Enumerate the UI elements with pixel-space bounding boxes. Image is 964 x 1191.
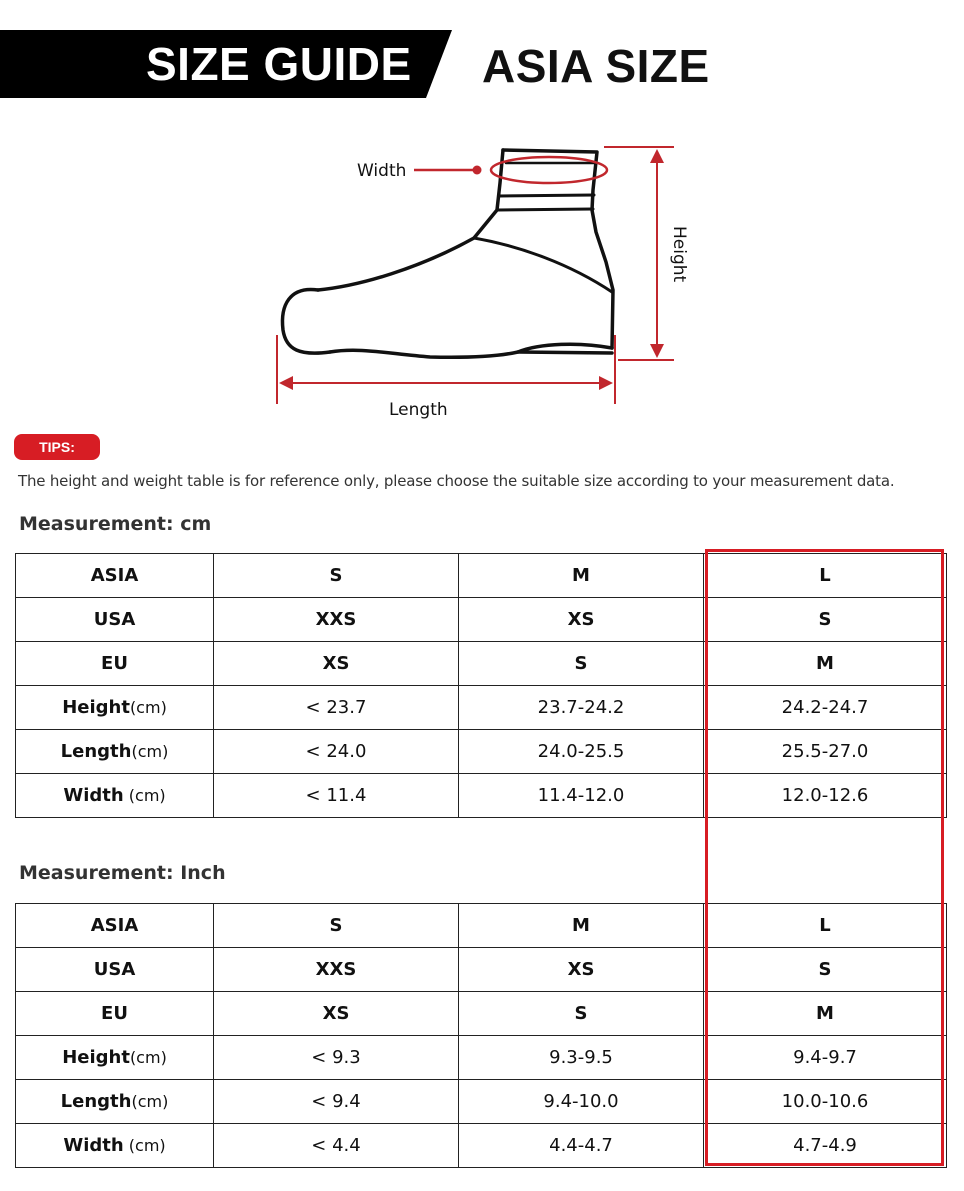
row-label: USA (93, 609, 136, 630)
row-unit: (cm) (129, 698, 167, 717)
length-arrow-left (279, 376, 293, 390)
size-value-cell: XXS (214, 598, 459, 642)
row-label: EU (101, 653, 128, 674)
size-value-cell: 24.0-25.5 (459, 730, 704, 774)
size-value-cell: S (704, 598, 947, 642)
row-unit: (cm) (131, 742, 169, 761)
height-arrow-bottom (650, 344, 664, 358)
length-label: Length (389, 400, 448, 420)
row-label: EU (101, 1003, 128, 1024)
size-value-cell: M (459, 904, 704, 948)
row-label: ASIA (90, 565, 139, 586)
inch-section-title: Measurement: Inch (19, 862, 226, 884)
size-guide-banner (0, 30, 452, 98)
size-value-cell: M (704, 992, 947, 1036)
row-label: Length (60, 741, 132, 762)
size-value-cell: XXS (214, 948, 459, 992)
row-label: ASIA (90, 915, 139, 936)
banner-title: SIZE GUIDE (146, 38, 412, 90)
row-label-cell (16, 904, 214, 948)
row-label: Length (60, 1091, 132, 1112)
reference-note: The height and weight table is for reference only, please choose the suitable size according to your measurement data. (18, 472, 895, 490)
width-label: Width (357, 161, 407, 181)
size-value-cell: S (459, 992, 704, 1036)
size-value-cell: 4.7-4.9 (704, 1124, 947, 1168)
row-label-cell (16, 730, 214, 774)
row-label-cell (16, 554, 214, 598)
row-unit: (cm) (123, 786, 166, 805)
row-label-cell (16, 774, 214, 818)
region-title: ASIA SIZE (482, 40, 710, 92)
size-value-cell: < 9.3 (214, 1036, 459, 1080)
size-value-cell: < 9.4 (214, 1080, 459, 1124)
row-unit: (cm) (123, 1136, 166, 1155)
size-value-cell: M (459, 554, 704, 598)
size-value-cell: S (214, 554, 459, 598)
size-value-cell: < 24.0 (214, 730, 459, 774)
row-label-cell (16, 686, 214, 730)
size-value-cell: XS (459, 948, 704, 992)
size-value-cell: L (704, 904, 947, 948)
size-value-cell: 4.4-4.7 (459, 1124, 704, 1168)
size-value-cell: 9.4-9.7 (704, 1036, 947, 1080)
size-value-cell: M (704, 642, 947, 686)
size-value-cell: S (704, 948, 947, 992)
row-label-cell (16, 642, 214, 686)
size-value-cell: L (704, 554, 947, 598)
size-value-cell: XS (459, 598, 704, 642)
row-label-cell (16, 992, 214, 1036)
row-label-cell (16, 1036, 214, 1080)
height-label: Height (669, 226, 689, 283)
size-value-cell: S (214, 904, 459, 948)
row-label: Width (63, 785, 124, 806)
width-ring (491, 157, 607, 183)
size-value-cell: S (459, 642, 704, 686)
size-value-cell: 25.5-27.0 (704, 730, 947, 774)
row-label-cell (16, 598, 214, 642)
size-value-cell: 9.4-10.0 (459, 1080, 704, 1124)
size-value-cell: XS (214, 642, 459, 686)
size-value-cell: XS (214, 992, 459, 1036)
row-label-cell (16, 948, 214, 992)
size-value-cell: 24.2-24.7 (704, 686, 947, 730)
size-value-cell: 23.7-24.2 (459, 686, 704, 730)
row-label-cell (16, 1124, 214, 1168)
tips-badge: TIPS: (14, 434, 100, 460)
size-value-cell: 9.3-9.5 (459, 1036, 704, 1080)
size-value-cell: 11.4-12.0 (459, 774, 704, 818)
size-value-cell: < 4.4 (214, 1124, 459, 1168)
height-arrow-top (650, 149, 664, 163)
size-value-cell: < 23.7 (214, 686, 459, 730)
size-value-cell: 10.0-10.6 (704, 1080, 947, 1124)
row-label: Width (63, 1135, 124, 1156)
row-unit: (cm) (129, 1048, 167, 1067)
shoe-cover-outline (282, 150, 613, 357)
length-arrow-right (599, 376, 613, 390)
row-label-cell (16, 1080, 214, 1124)
width-pointer-dot (473, 166, 482, 175)
row-label: Height (62, 1047, 130, 1068)
row-unit: (cm) (131, 1092, 169, 1111)
shoe-cover-diagram (0, 130, 964, 420)
size-l-highlight-frame (705, 549, 944, 1166)
row-label: Height (62, 697, 130, 718)
size-value-cell: < 11.4 (214, 774, 459, 818)
cm-section-title: Measurement: cm (19, 513, 212, 535)
row-label: USA (93, 959, 136, 980)
size-value-cell: 12.0-12.6 (704, 774, 947, 818)
